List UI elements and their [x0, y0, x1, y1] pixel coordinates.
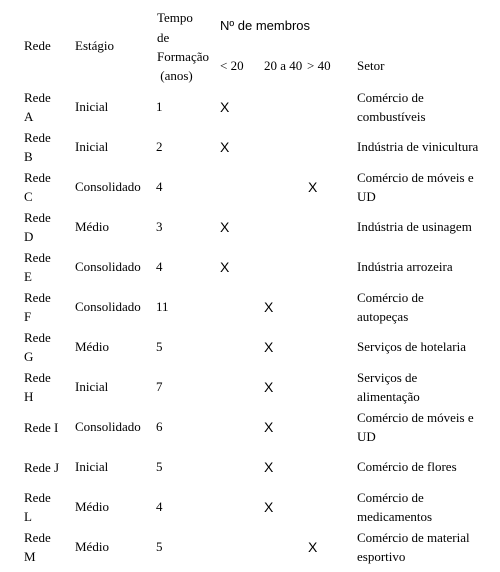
estagio-cell: Inicial	[75, 459, 109, 474]
rede-cell-line2: C	[24, 189, 33, 204]
setor-cell-line2: UD	[357, 189, 376, 204]
header-lt20: < 20	[220, 58, 244, 73]
estagio-cell: Médio	[75, 339, 109, 354]
membros-gt40-cell: X	[308, 179, 318, 195]
rede-cell-line1: Rede	[24, 210, 51, 225]
membros-20a40-cell: X	[264, 299, 274, 315]
setor-cell-line2: combustíveis	[357, 109, 426, 124]
rede-cell-line2: M	[24, 549, 36, 564]
rede-cell-line1: Rede	[24, 530, 51, 545]
rede-cell-line1: Rede	[24, 250, 51, 265]
estagio-cell: Consolidado	[75, 419, 141, 434]
setor-cell: Serviços de hotelaria	[357, 339, 467, 354]
header-tempo-line4: (anos)	[157, 68, 193, 83]
setor-cell-line1: Serviços de	[357, 370, 418, 385]
setor-cell-line2: medicamentos	[357, 509, 433, 524]
setor-cell: Indústria arrozeira	[357, 259, 453, 274]
rede-cell-line1: Rede	[24, 290, 51, 305]
setor-cell-line2: UD	[357, 429, 376, 444]
setor-cell-line2: alimentação	[357, 389, 420, 404]
rede-cell-line2: L	[24, 509, 32, 524]
tempo-cell: 1	[156, 99, 163, 114]
membros-gt40-cell: X	[308, 539, 318, 555]
rede-cell-line1: Rede	[24, 330, 51, 345]
tempo-cell: 4	[156, 499, 163, 514]
tempo-cell: 5	[156, 539, 163, 554]
header-setor: Setor	[357, 58, 385, 73]
rede-cell-line2: A	[24, 109, 34, 124]
setor-cell-line1: Comércio de material	[357, 530, 470, 545]
estagio-cell: Consolidado	[75, 259, 141, 274]
rede-cell-line1: Rede	[24, 490, 51, 505]
setor-cell-line1: Comércio de	[357, 90, 424, 105]
header-gt40: > 40	[307, 58, 331, 73]
setor-cell-line2: autopeças	[357, 309, 409, 324]
rede-cell: Rede I	[24, 420, 59, 435]
estagio-cell: Consolidado	[75, 179, 141, 194]
setor-cell: Comércio de flores	[357, 459, 457, 474]
rede-cell-line2: B	[24, 149, 33, 164]
setor-cell: Indústria de vinicultura	[357, 139, 479, 154]
tempo-cell: 5	[156, 339, 163, 354]
tempo-cell: 4	[156, 179, 163, 194]
setor-cell-line1: Comércio de móveis e	[357, 410, 474, 425]
tempo-cell: 2	[156, 139, 163, 154]
tempo-cell: 3	[156, 219, 163, 234]
header-estagio: Estágio	[75, 38, 114, 53]
header-tempo-line2: de	[157, 30, 170, 45]
estagio-cell: Médio	[75, 499, 109, 514]
header-20a40: 20 a 40	[264, 58, 303, 73]
membros-20a40-cell: X	[264, 499, 274, 515]
rede-cell-line1: Rede	[24, 130, 51, 145]
rede-cell-line1: Rede	[24, 370, 51, 385]
rede-cell-line1: Rede	[24, 90, 51, 105]
header-membros: Nº de membros	[220, 18, 310, 33]
rede-cell-line2: G	[24, 349, 34, 364]
header-tempo-line3: Formação	[157, 49, 209, 64]
estagio-cell: Inicial	[75, 379, 109, 394]
setor-cell-line2: esportivo	[357, 549, 406, 564]
membros-20a40-cell: X	[264, 339, 274, 355]
setor-cell: Indústria de usinagem	[357, 219, 472, 234]
membros-lt20-cell: X	[220, 139, 230, 155]
membros-20a40-cell: X	[264, 459, 274, 475]
estagio-cell: Consolidado	[75, 299, 141, 314]
estagio-cell: Inicial	[75, 139, 109, 154]
rede-cell-line2: E	[24, 269, 32, 284]
membros-20a40-cell: X	[264, 419, 274, 435]
estagio-cell: Inicial	[75, 99, 109, 114]
estagio-cell: Médio	[75, 219, 109, 234]
tempo-cell: 11	[156, 299, 169, 314]
rede-cell: Rede J	[24, 460, 60, 475]
tempo-cell: 7	[156, 379, 163, 394]
rede-cell-line2: H	[24, 389, 34, 404]
membros-lt20-cell: X	[220, 219, 230, 235]
tempo-cell: 6	[156, 419, 163, 434]
membros-lt20-cell: X	[220, 99, 230, 115]
rede-cell-line2: D	[24, 229, 34, 244]
rede-cell-line2: F	[24, 309, 32, 324]
setor-cell-line1: Comércio de	[357, 290, 424, 305]
setor-cell-line1: Comércio de móveis e	[357, 170, 474, 185]
membros-20a40-cell: X	[264, 379, 274, 395]
tempo-cell: 4	[156, 259, 163, 274]
header-tempo-line1: Tempo	[157, 10, 193, 25]
header-rede: Rede	[24, 38, 51, 53]
rede-cell-line1: Rede	[24, 170, 51, 185]
estagio-cell: Médio	[75, 539, 109, 554]
setor-cell-line1: Comércio de	[357, 490, 424, 505]
membros-lt20-cell: X	[220, 259, 230, 275]
tempo-cell: 5	[156, 459, 163, 474]
